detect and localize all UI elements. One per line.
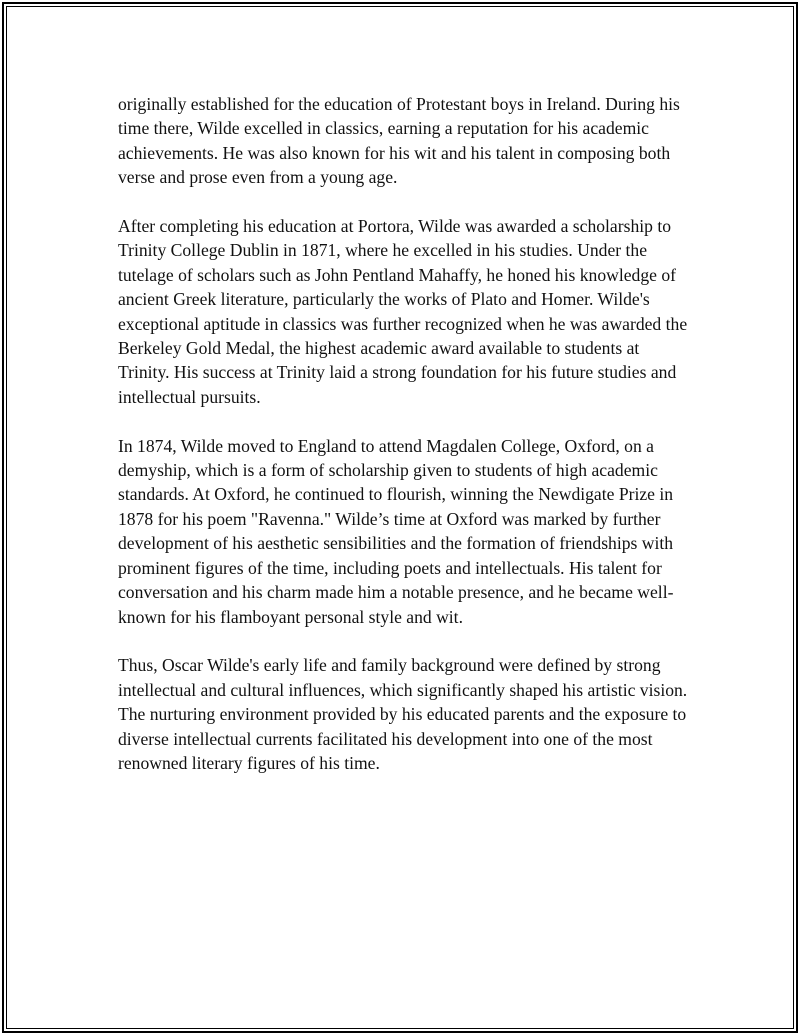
paragraph-portora: originally established for the education of Protestant boys in Ireland. During his time there, Wilde excelled in classics, earning a reputation for his academic achievements. He was also known for his wit and his talent in composing both verse and prose even from a young age. [118, 94, 680, 188]
body-text [118, 92, 693, 800]
paragraph-conclusion: Thus, Oscar Wilde's early life and family background were defined by strong intellectual and cultural influences, which significantly shaped his artistic vision. The nurturing environment provided by his educated parents and the exposure to diverse intellectual currents facilitated his development into one of the most renowned literary figures of his time. [118, 655, 688, 773]
paragraph-oxford: In 1874, Wilde moved to England to attend Magdalen College, Oxford, on a demyship, which is a form of scholarship given to students of high academic standards. At Oxford, he continued to flourish, winning the Newdigate Prize in 1878 for his poem "Ravenna." Wilde’s time at Oxford was marked by further development of his aesthetic sensibilities and the formation of friendships with prominent figures of the time, including poets and intellectuals. His talent for conversation and his charm made him a notable presence, and he became well-known for his flamboyant personal style and wit. [118, 435, 674, 627]
paragraph-trinity: After completing his education at Portora, Wilde was awarded a scholarship to Trinity College Dublin in 1871, where he excelled in his studies. Under the tutelage of scholars such as John Pentland Mahaffy, he honed his knowledge of ancient Greek literature, particularly the works of Plato and Homer. Wilde's exceptional aptitude in classics was further recognized when he was awarded the Berkeley Gold Medal, the highest academic award available to students at Trinity. His success at Trinity laid a strong foundation for his future studies and intellectual pursuits. [118, 216, 688, 407]
